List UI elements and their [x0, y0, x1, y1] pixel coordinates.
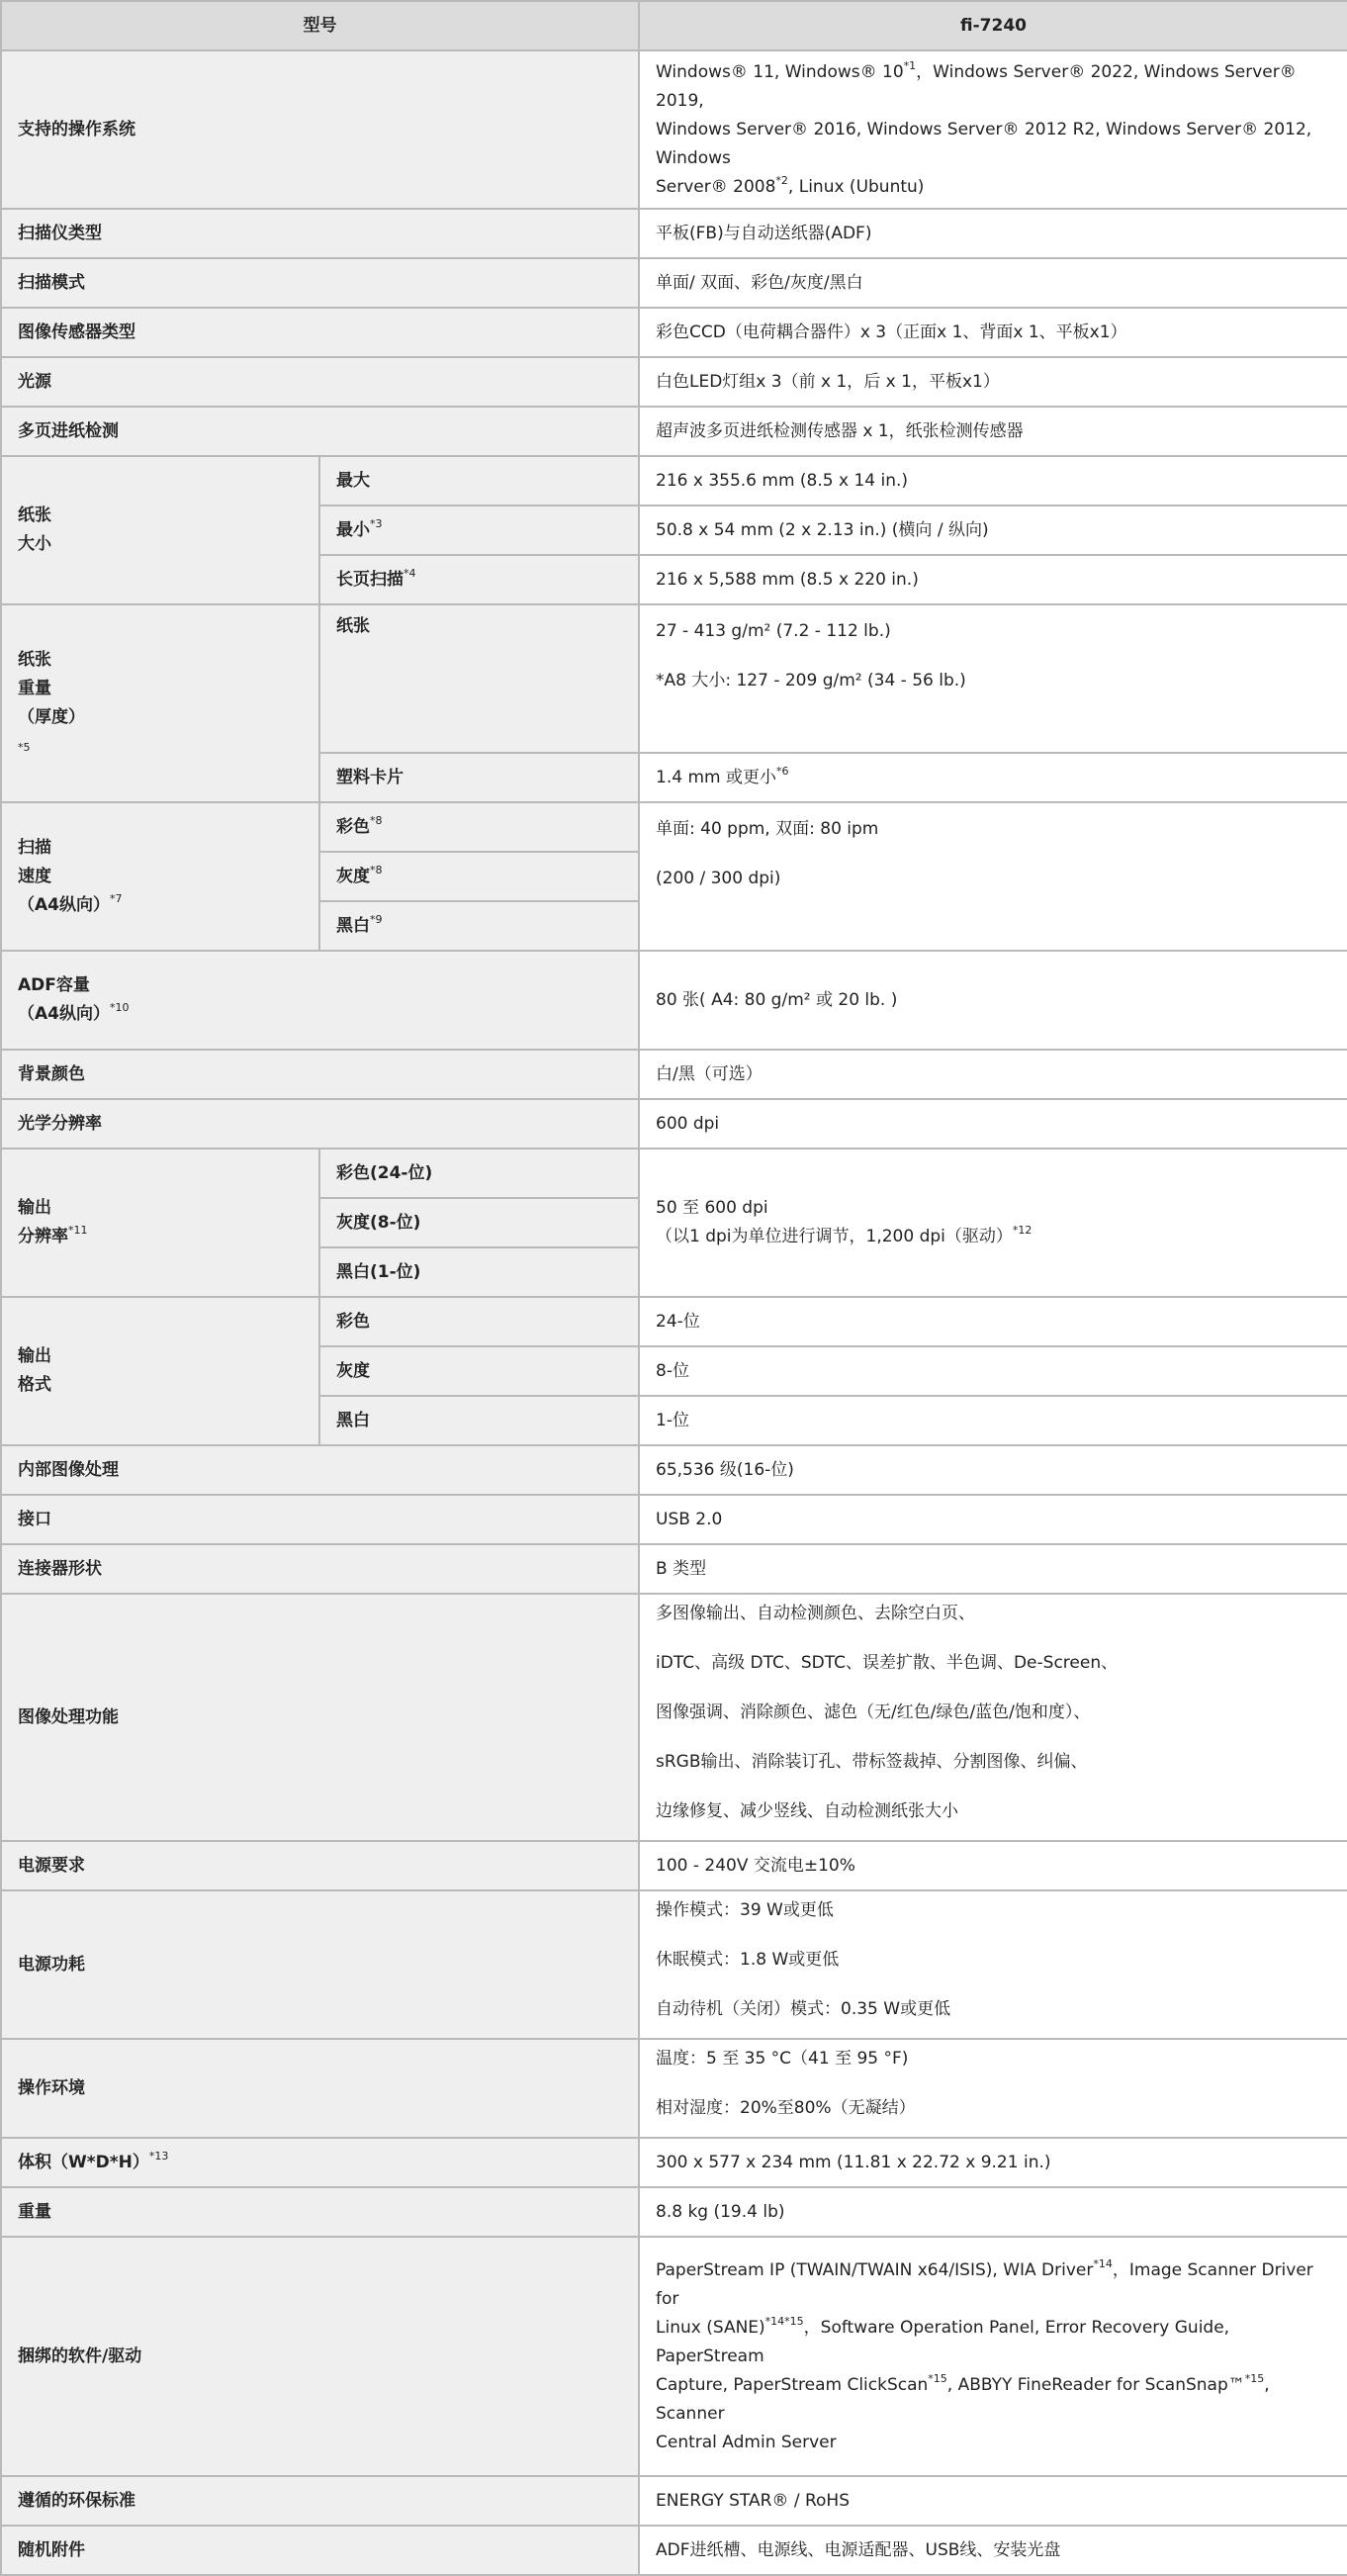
- paper-size-label: 纸张 大小: [1, 456, 319, 604]
- row-internal: [1, 1445, 1347, 1495]
- eco-label: 遵循的环保标准: [1, 2476, 639, 2526]
- output-fmt-color-label: 彩色: [319, 1297, 639, 1346]
- sensor-value: 彩色CCD（电荷耦合器件）x 3（正面x 1、背面x 1、平板x1）: [639, 308, 1347, 357]
- output-res-label: 输出 分辨率$^{*11}$: [1, 1149, 319, 1297]
- row-software: [1, 2237, 1347, 2476]
- row-env: [1, 2039, 1347, 2138]
- interface-value: USB 2.0: [639, 1495, 1347, 1544]
- connector-label: 连接器形状: [1, 1544, 639, 1594]
- paper-weight-label: 纸张 重量 （厚度） *5: [1, 604, 319, 802]
- paper-weight-card-value: 1.4 mm 或更小$^{*6}$: [639, 753, 1347, 802]
- row-bg-color: [1, 1050, 1347, 1099]
- scan-speed-color-label: 彩色$^{*8}$: [319, 802, 639, 852]
- scan-speed-label: 扫描 速度 （A4纵向）$^{*7}$: [1, 802, 319, 951]
- paper-size-long-value: 216 x 5,588 mm (8.5 x 220 in.): [639, 555, 1347, 604]
- row-output-res-color: [1, 1149, 1347, 1198]
- power-req-label: 电源要求: [1, 1841, 639, 1890]
- eco-value: ENERGY STAR® / RoHS: [639, 2476, 1347, 2526]
- model-value: fi-7240: [639, 1, 1347, 50]
- paper-weight-paper-label: 纸张: [319, 604, 639, 753]
- light-label: 光源: [1, 357, 639, 407]
- power-use-value: 操作模式：39 W或更低 休眠模式：1.8 W或更低 自动待机（关闭）模式：0.35 W或更低: [639, 1890, 1347, 2039]
- row-img-proc: [1, 1594, 1347, 1841]
- row-weight: [1, 2187, 1347, 2237]
- env-label: 操作环境: [1, 2039, 639, 2138]
- row-light: [1, 357, 1347, 407]
- paper-size-long-label: 长页扫描$^{*4}$: [319, 555, 639, 604]
- scan-speed-mono-label: 黑白$^{*9}$: [319, 901, 639, 951]
- scanner-type-label: 扫描仪类型: [1, 209, 639, 258]
- row-connector: [1, 1544, 1347, 1594]
- light-value: 白色LED灯组x 3（前 x 1，后 x 1，平板x1）: [639, 357, 1347, 407]
- row-sensor: [1, 308, 1347, 357]
- row-multifeed: [1, 407, 1347, 456]
- os-label: 支持的操作系统: [1, 50, 639, 209]
- paper-size-min-value: 50.8 x 54 mm (2 x 2.13 in.) (横向 / 纵向): [639, 506, 1347, 555]
- row-output-fmt-color: [1, 1297, 1347, 1346]
- internal-label: 内部图像处理: [1, 1445, 639, 1495]
- scanner-type-value: 平板(FB)与自动送纸器(ADF): [639, 209, 1347, 258]
- output-fmt-color-value: 24-位: [639, 1297, 1347, 1346]
- paper-size-min-label: 最小$^{*3}$: [319, 506, 639, 555]
- multifeed-label: 多页进纸检测: [1, 407, 639, 456]
- output-fmt-mono-value: 1-位: [639, 1396, 1347, 1445]
- accessories-label: 随机附件: [1, 2526, 639, 2575]
- adf-value: 80 张( A4: 80 g/m² 或 20 lb. ): [639, 951, 1347, 1050]
- row-paper-size-max: [1, 456, 1347, 506]
- row-accessories: [1, 2526, 1347, 2575]
- scan-speed-value: 单面: 40 ppm, 双面: 80 ipm (200 / 300 dpi): [639, 802, 1347, 951]
- bg-color-value: 白/黑（可选）: [639, 1050, 1347, 1099]
- software-label: 捆绑的软件/驱动: [1, 2237, 639, 2476]
- output-fmt-gray-label: 灰度: [319, 1346, 639, 1396]
- dims-value: 300 x 577 x 234 mm (11.81 x 22.72 x 9.21 in.): [639, 2138, 1347, 2187]
- dims-label: 体积$(W*D*H)^{*13}$: [1, 2138, 639, 2187]
- row-paper-weight: [1, 604, 1347, 753]
- row-power-req: [1, 1841, 1347, 1890]
- output-res-value: 50 至 600 dpi （以1 dpi为单位进行调节，1,200 dpi（驱动）$^{*12}$: [639, 1149, 1347, 1297]
- row-eco: [1, 2476, 1347, 2526]
- weight-value: 8.8 kg (19.4 lb): [639, 2187, 1347, 2237]
- row-dims: [1, 2138, 1347, 2187]
- row-interface: [1, 1495, 1347, 1544]
- output-fmt-label: 输出 格式: [1, 1297, 319, 1445]
- accessories-value: ADF进纸槽、电源线、电源适配器、USB线、安装光盘: [639, 2526, 1347, 2575]
- paper-size-max-value: 216 x 355.6 mm (8.5 x 14 in.): [639, 456, 1347, 506]
- scan-mode-label: 扫描模式: [1, 258, 639, 308]
- paper-weight-card-label: 塑料卡片: [319, 753, 639, 802]
- output-res-gray-label: 灰度(8-位): [319, 1198, 639, 1247]
- power-use-label: 电源功耗: [1, 1890, 639, 2039]
- output-fmt-mono-label: 黑白: [319, 1396, 639, 1445]
- output-fmt-gray-value: 8-位: [639, 1346, 1347, 1396]
- img-proc-label: 图像处理功能: [1, 1594, 639, 1841]
- optical-label: 光学分辨率: [1, 1099, 639, 1149]
- row-scan-speed-color: [1, 802, 1347, 852]
- optical-value: 600 dpi: [639, 1099, 1347, 1149]
- os-value: Windows® 11, Windows® 10$^{*1}$，Windows Server® 2022, Windows Server® 2019, Windows Server® 2016, Windows Server® 2012 R2, Windows Server® 2012, Windows Server® 2008$^{*2}$, Linux (Ubuntu): [639, 50, 1347, 209]
- paper-weight-paper-value: 27 - 413 g/m² (7.2 - 112 lb.) *A8 大小: 127 - 209 g/m² (34 - 56 lb.): [639, 604, 1347, 753]
- interface-label: 接口: [1, 1495, 639, 1544]
- paper-size-max-label: 最大: [319, 456, 639, 506]
- env-value: 温度：5 至 35 °C（41 至 95 °F) 相对湿度：20%至80%（无凝结）: [639, 2039, 1347, 2138]
- row-os: [1, 50, 1347, 209]
- internal-value: 65,536 级(16-位): [639, 1445, 1347, 1495]
- software-value: PaperStream IP (TWAIN/TWAIN x64/ISIS), WIA Driver$^{*14}$，Image Scanner Driver for Linux (SANE)$^{*14*15}$，Software Operation Panel, Error Recovery Guide, PaperStream Capture, PaperStream ClickScan$^{*15}$, ABBYY FineReader for ScanSnap™$^{*15}$, Scanner Central Admin Server: [639, 2237, 1347, 2476]
- row-optical: [1, 1099, 1347, 1149]
- row-adf: [1, 951, 1347, 1050]
- scan-speed-gray-label: 灰度$^{*8}$: [319, 852, 639, 901]
- power-req-value: 100 - 240V 交流电±10%: [639, 1841, 1347, 1890]
- adf-label: ADF容量 （A4纵向）$^{*10}$: [1, 951, 639, 1050]
- model-label: 型号: [1, 1, 639, 50]
- row-power-use: [1, 1890, 1347, 2039]
- img-proc-value: 多图像输出、自动检测颜色、去除空白页、 iDTC、高级 DTC、SDTC、误差扩散、半色调、De-Screen、 图像强调、消除颜色、滤色（无/红色/绿色/蓝色/饱和度）、 sRGB输出、消除装订孔、带标签裁掉、分割图像、纠偏、 边缘修复、减少竖线、自动检测纸张大小: [639, 1594, 1347, 1841]
- row-scan-mode: [1, 258, 1347, 308]
- connector-value: B 类型: [639, 1544, 1347, 1594]
- row-scanner-type: [1, 209, 1347, 258]
- header-row: [1, 1, 1347, 50]
- sensor-label: 图像传感器类型: [1, 308, 639, 357]
- scan-mode-value: 单面/ 双面、彩色/灰度/黑白: [639, 258, 1347, 308]
- bg-color-label: 背景颜色: [1, 1050, 639, 1099]
- multifeed-value: 超声波多页进纸检测传感器 x 1，纸张检测传感器: [639, 407, 1347, 456]
- output-res-color-label: 彩色(24-位): [319, 1149, 639, 1198]
- weight-label: 重量: [1, 2187, 639, 2237]
- output-res-mono-label: 黑白(1-位): [319, 1247, 639, 1297]
